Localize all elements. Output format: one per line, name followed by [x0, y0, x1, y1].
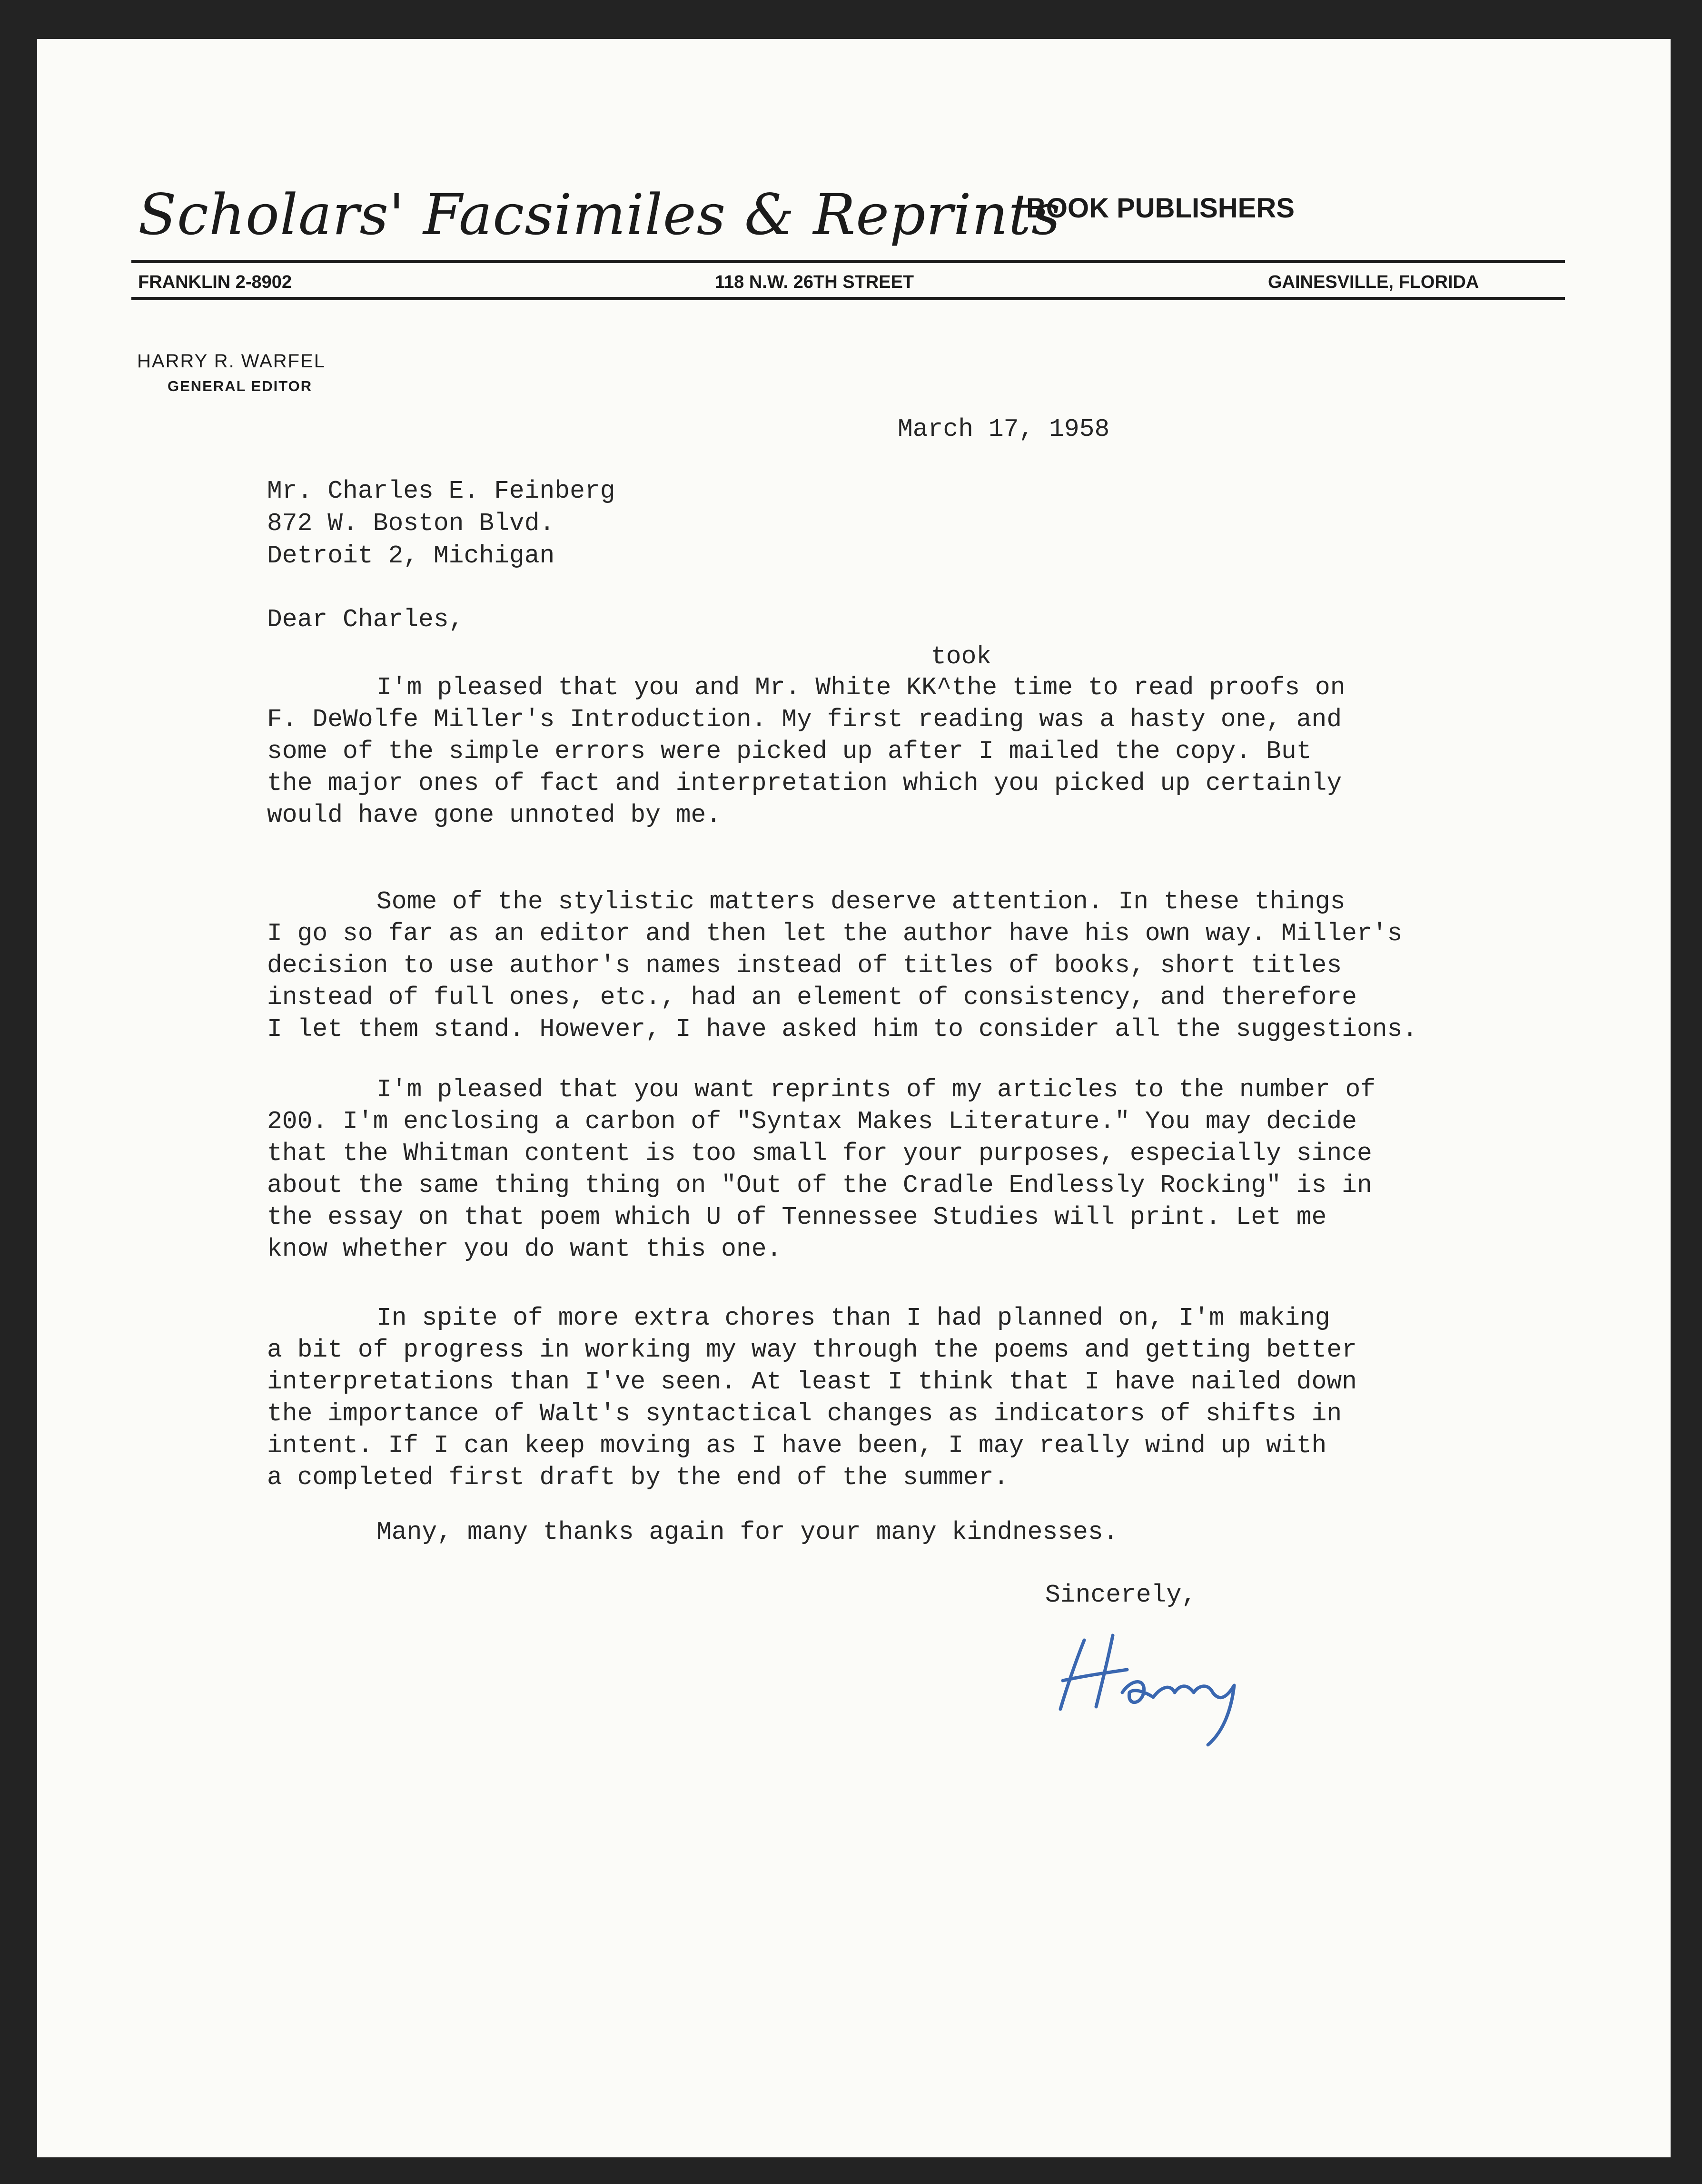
- paragraph-1: [267, 672, 1346, 831]
- handwritten-insertion: took: [931, 642, 992, 671]
- publisher-name: Scholars' Facsimiles & Reprints: [138, 182, 1061, 247]
- phone-number: FRANKLIN 2-8902: [138, 272, 292, 292]
- text-line: Some of the stylistic matters deserve attention. In these things: [376, 887, 1346, 916]
- signature-harry: [1056, 1626, 1303, 1750]
- text-line: interpretations than I've seen. At least I think that I have nailed down: [267, 1367, 1357, 1396]
- street-address: 118 N.W. 26TH STREET: [715, 272, 914, 292]
- text-line: I'm pleased that you and Mr. White KK^the time to read proofs on: [376, 673, 1346, 702]
- letterhead-rule-bottom: [131, 297, 1565, 300]
- text-line: the importance of Walt's syntactical changes as indicators of shifts in: [267, 1399, 1342, 1428]
- letter-page: [37, 39, 1671, 2157]
- text-line: 200. I'm enclosing a carbon of "Syntax Makes Literature." You may decide: [267, 1107, 1357, 1136]
- recipient-line: Mr. Charles E. Feinberg: [267, 477, 615, 505]
- recipient-line: 872 W. Boston Blvd.: [267, 509, 555, 538]
- paragraph-3: [267, 1074, 1375, 1265]
- recipient-address: [267, 477, 615, 574]
- text-line: intent. If I can keep moving as I have been, I may really wind up with: [267, 1431, 1327, 1460]
- letter-date: March 17, 1958: [898, 415, 1110, 443]
- publisher-tagline: BOOK PUBLISHERS: [1026, 193, 1295, 224]
- text-line: F. DeWolfe Miller's Introduction. My first reading was a hasty one, and: [267, 705, 1342, 734]
- letterhead-rule-top: [131, 260, 1565, 263]
- editor-title: GENERAL EDITOR: [168, 378, 313, 394]
- text-line: a bit of progress in working my way through the poems and getting better: [267, 1336, 1357, 1364]
- text-line: some of the simple errors were picked up after I mailed the copy. But: [267, 737, 1312, 766]
- recipient-line: Detroit 2, Michigan: [267, 541, 555, 570]
- salutation: Dear Charles,: [267, 605, 464, 634]
- text-line: decision to use author's names instead of titles of books, short titles: [267, 951, 1342, 980]
- text-line: know whether you do want this one.: [267, 1235, 782, 1263]
- text-line: about the same thing thing on "Out of the Cradle Endlessly Rocking" is in: [267, 1171, 1372, 1200]
- paragraph-2: [267, 886, 1417, 1045]
- text-line: the major ones of fact and interpretation which you picked up certainly: [267, 769, 1342, 797]
- text-line: a completed first draft by the end of the summer.: [267, 1463, 1009, 1492]
- text-line: Many, many thanks again for your many kindnesses.: [376, 1518, 1118, 1546]
- paragraph-5: [267, 1516, 1118, 1548]
- text-line: would have gone unnoted by me.: [267, 801, 722, 829]
- text-line: In spite of more extra chores than I had planned on, I'm making: [376, 1304, 1330, 1332]
- text-line: instead of full ones, etc., had an element of consistency, and therefore: [267, 983, 1357, 1012]
- text-line: I'm pleased that you want reprints of my articles to the number of: [376, 1075, 1376, 1104]
- editor-name: HARRY R. WARFEL: [137, 351, 326, 372]
- text-line: I go so far as an editor and then let the author have his own way. Miller's: [267, 919, 1403, 948]
- closing: Sincerely,: [1045, 1581, 1197, 1609]
- text-line: that the Whitman content is too small for your purposes, especially since: [267, 1139, 1372, 1168]
- city-state: GAINESVILLE, FLORIDA: [1268, 272, 1479, 292]
- text-line: the essay on that poem which U of Tennessee Studies will print. Let me: [267, 1203, 1327, 1231]
- text-line: I let them stand. However, I have asked him to consider all the suggestions.: [267, 1015, 1418, 1043]
- paragraph-4: [267, 1302, 1357, 1494]
